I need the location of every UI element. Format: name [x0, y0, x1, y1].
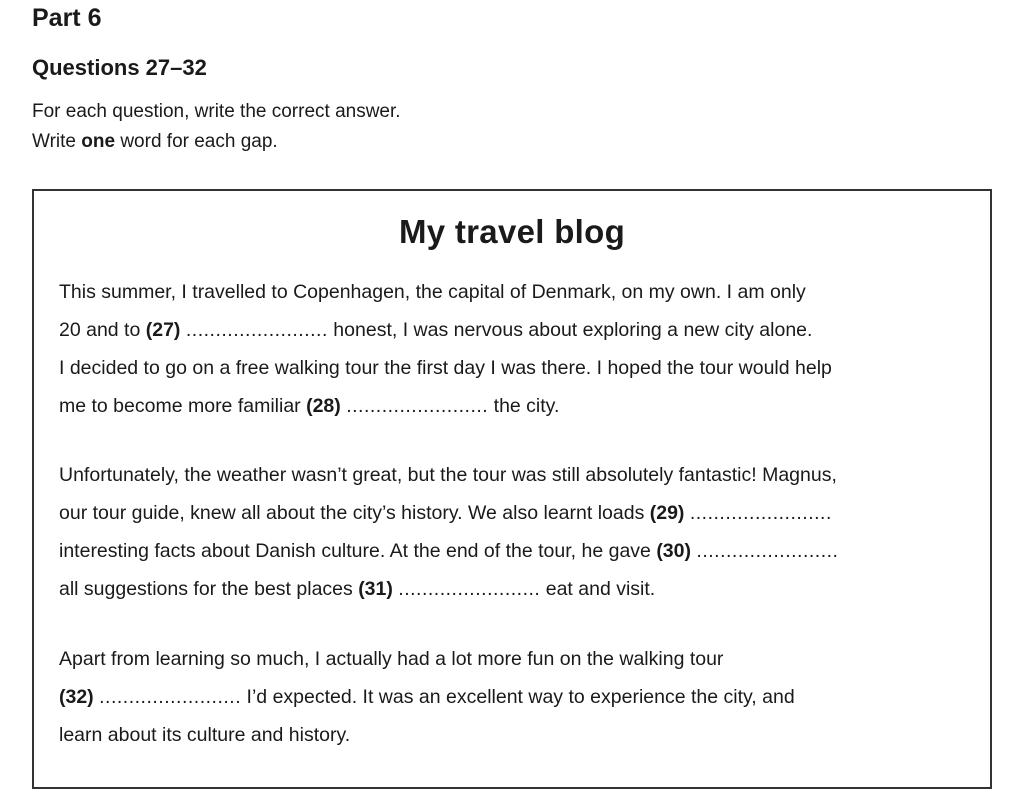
- questions-title: Questions 27–32: [32, 55, 207, 80]
- p3-line-2-text-b: I’d expected. It was an excellent way to experience the city, and: [241, 686, 795, 708]
- part-title: Part 6: [32, 4, 102, 32]
- p3-line-2: [59, 686, 795, 709]
- question-32-number: (32): [59, 686, 94, 708]
- instruction-2-bold: one: [81, 131, 116, 152]
- p1-line-4: [59, 395, 559, 418]
- question-29-number: (29): [649, 502, 685, 524]
- instruction-1: For each question, write the correct answer.: [32, 101, 401, 122]
- p3-line-3: learn about its culture and history.: [59, 724, 351, 746]
- p2-line-3-text-a: interesting facts about Danish culture. At the end of the tour, he gave: [59, 540, 657, 562]
- answer-gap-32[interactable]: ........................: [99, 686, 242, 708]
- blog-title: My travel blog: [398, 213, 626, 250]
- p2-line-1: Unfortunately, the weather wasn’t great, but the tour was still absolutely fantastic! Magnus,: [59, 464, 837, 486]
- p1-line-2-text-b: honest, I was nervous about exploring a new city alone.: [327, 319, 813, 341]
- instruction-2-pre: Write: [32, 131, 82, 152]
- question-27-number: (27): [145, 319, 181, 341]
- p1-line-2-text-a: 20 and to: [59, 319, 146, 341]
- p1-line-3: I decided to go on a free walking tour the first day I was there. I hoped the tour would help: [59, 357, 832, 379]
- answer-gap-31[interactable]: ........................: [398, 578, 541, 600]
- p1-line-4-text-a: me to become more familiar: [59, 395, 307, 417]
- p2-line-4-text-a: all suggestions for the best places: [59, 578, 359, 600]
- p2-line-4: [59, 578, 655, 601]
- answer-gap-28[interactable]: ........................: [346, 395, 489, 417]
- p1-line-1: This summer, I travelled to Copenhagen, the capital of Denmark, on my own. I am only: [59, 281, 806, 303]
- question-28-number: (28): [306, 395, 341, 417]
- p1-line-2: [59, 319, 812, 342]
- p3-line-1: Apart from learning so much, I actually had a lot more fun on the walking tour: [59, 648, 724, 670]
- instruction-2: [32, 131, 278, 153]
- question-31-number: (31): [358, 578, 393, 600]
- blog-box: [32, 189, 992, 789]
- p2-line-3: [59, 540, 838, 563]
- answer-gap-29[interactable]: ........................: [689, 502, 832, 524]
- answer-gap-27[interactable]: ........................: [185, 319, 328, 341]
- instruction-2-post: word for each gap.: [115, 131, 278, 152]
- p1-line-4-text-b: the city.: [488, 395, 560, 417]
- p2-line-2-text-a: our tour guide, knew all about the city’s history. We also learnt loads: [59, 502, 650, 524]
- p2-line-4-text-b: eat and visit.: [540, 578, 656, 600]
- question-30-number: (30): [656, 540, 691, 562]
- p2-line-2: [59, 502, 832, 525]
- answer-gap-30[interactable]: ........................: [696, 540, 839, 562]
